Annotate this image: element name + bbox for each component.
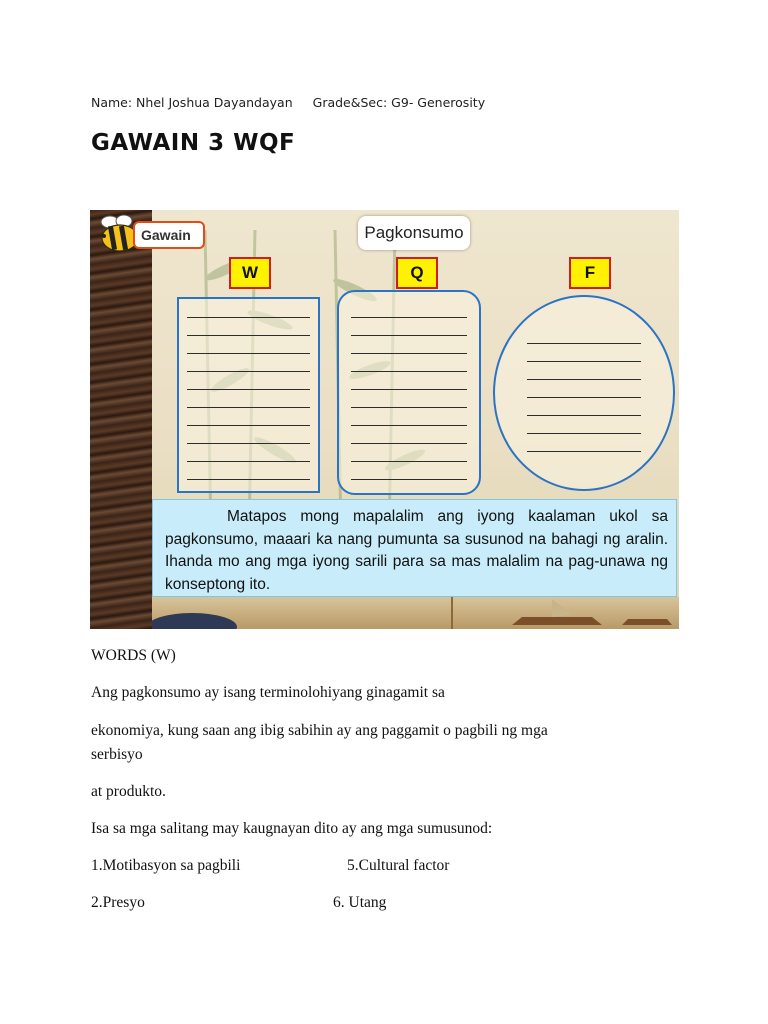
q-answer-box xyxy=(337,290,481,495)
paragraph-4: Isa sa mga salitang may kaugnayan dito ay ang mga sumusunod: xyxy=(91,820,493,837)
w-label: W xyxy=(229,257,271,289)
list-item: 5.Cultural factor xyxy=(347,857,450,874)
words-heading: WORDS (W) xyxy=(91,647,176,664)
paragraph-2a: ekonomiya, kung saan ang ibig sabihin ay ang paggamit o pagbili ng mga xyxy=(91,722,548,739)
paragraph-2b: serbisyo xyxy=(91,746,143,763)
student-info xyxy=(91,95,485,110)
student-name: Name: Nhel Joshua Dayandayan xyxy=(91,95,293,110)
document-title: GAWAIN 3 WQF xyxy=(91,130,296,156)
bottom-decoration xyxy=(152,597,679,629)
gawain-badge: Gawain xyxy=(133,221,205,249)
list-item: 1.Motibasyon sa pagbili xyxy=(91,857,241,874)
f-answer-circle xyxy=(493,295,675,491)
paragraph-3: at produkto. xyxy=(91,783,166,800)
grade-section: Grade&Sec: G9- Generosity xyxy=(312,95,486,110)
instruction-box: Matapos mong mapalalim ang iyong kaalaman ukol sa pagkonsumo, maaari ka nang pumunta sa susunod na bahagi ng aralin. Ihanda mo ang mga iyong sarili para sa mas malalim na pag-unawa ng konseptong ito. xyxy=(152,499,677,597)
paragraph-1: Ang pagkonsumo ay isang terminolohiyang ginagamit sa xyxy=(91,684,445,701)
f-label: F xyxy=(569,257,611,289)
list-item: 2.Presyo xyxy=(91,894,145,911)
ship-icon xyxy=(152,597,679,629)
q-label: Q xyxy=(396,257,438,289)
topic-label: Pagkonsumo xyxy=(358,216,470,250)
tree-trunk-decoration xyxy=(90,210,152,629)
w-answer-box xyxy=(177,297,320,493)
list-item: 6. Utang xyxy=(333,894,387,911)
activity-image xyxy=(90,210,679,629)
